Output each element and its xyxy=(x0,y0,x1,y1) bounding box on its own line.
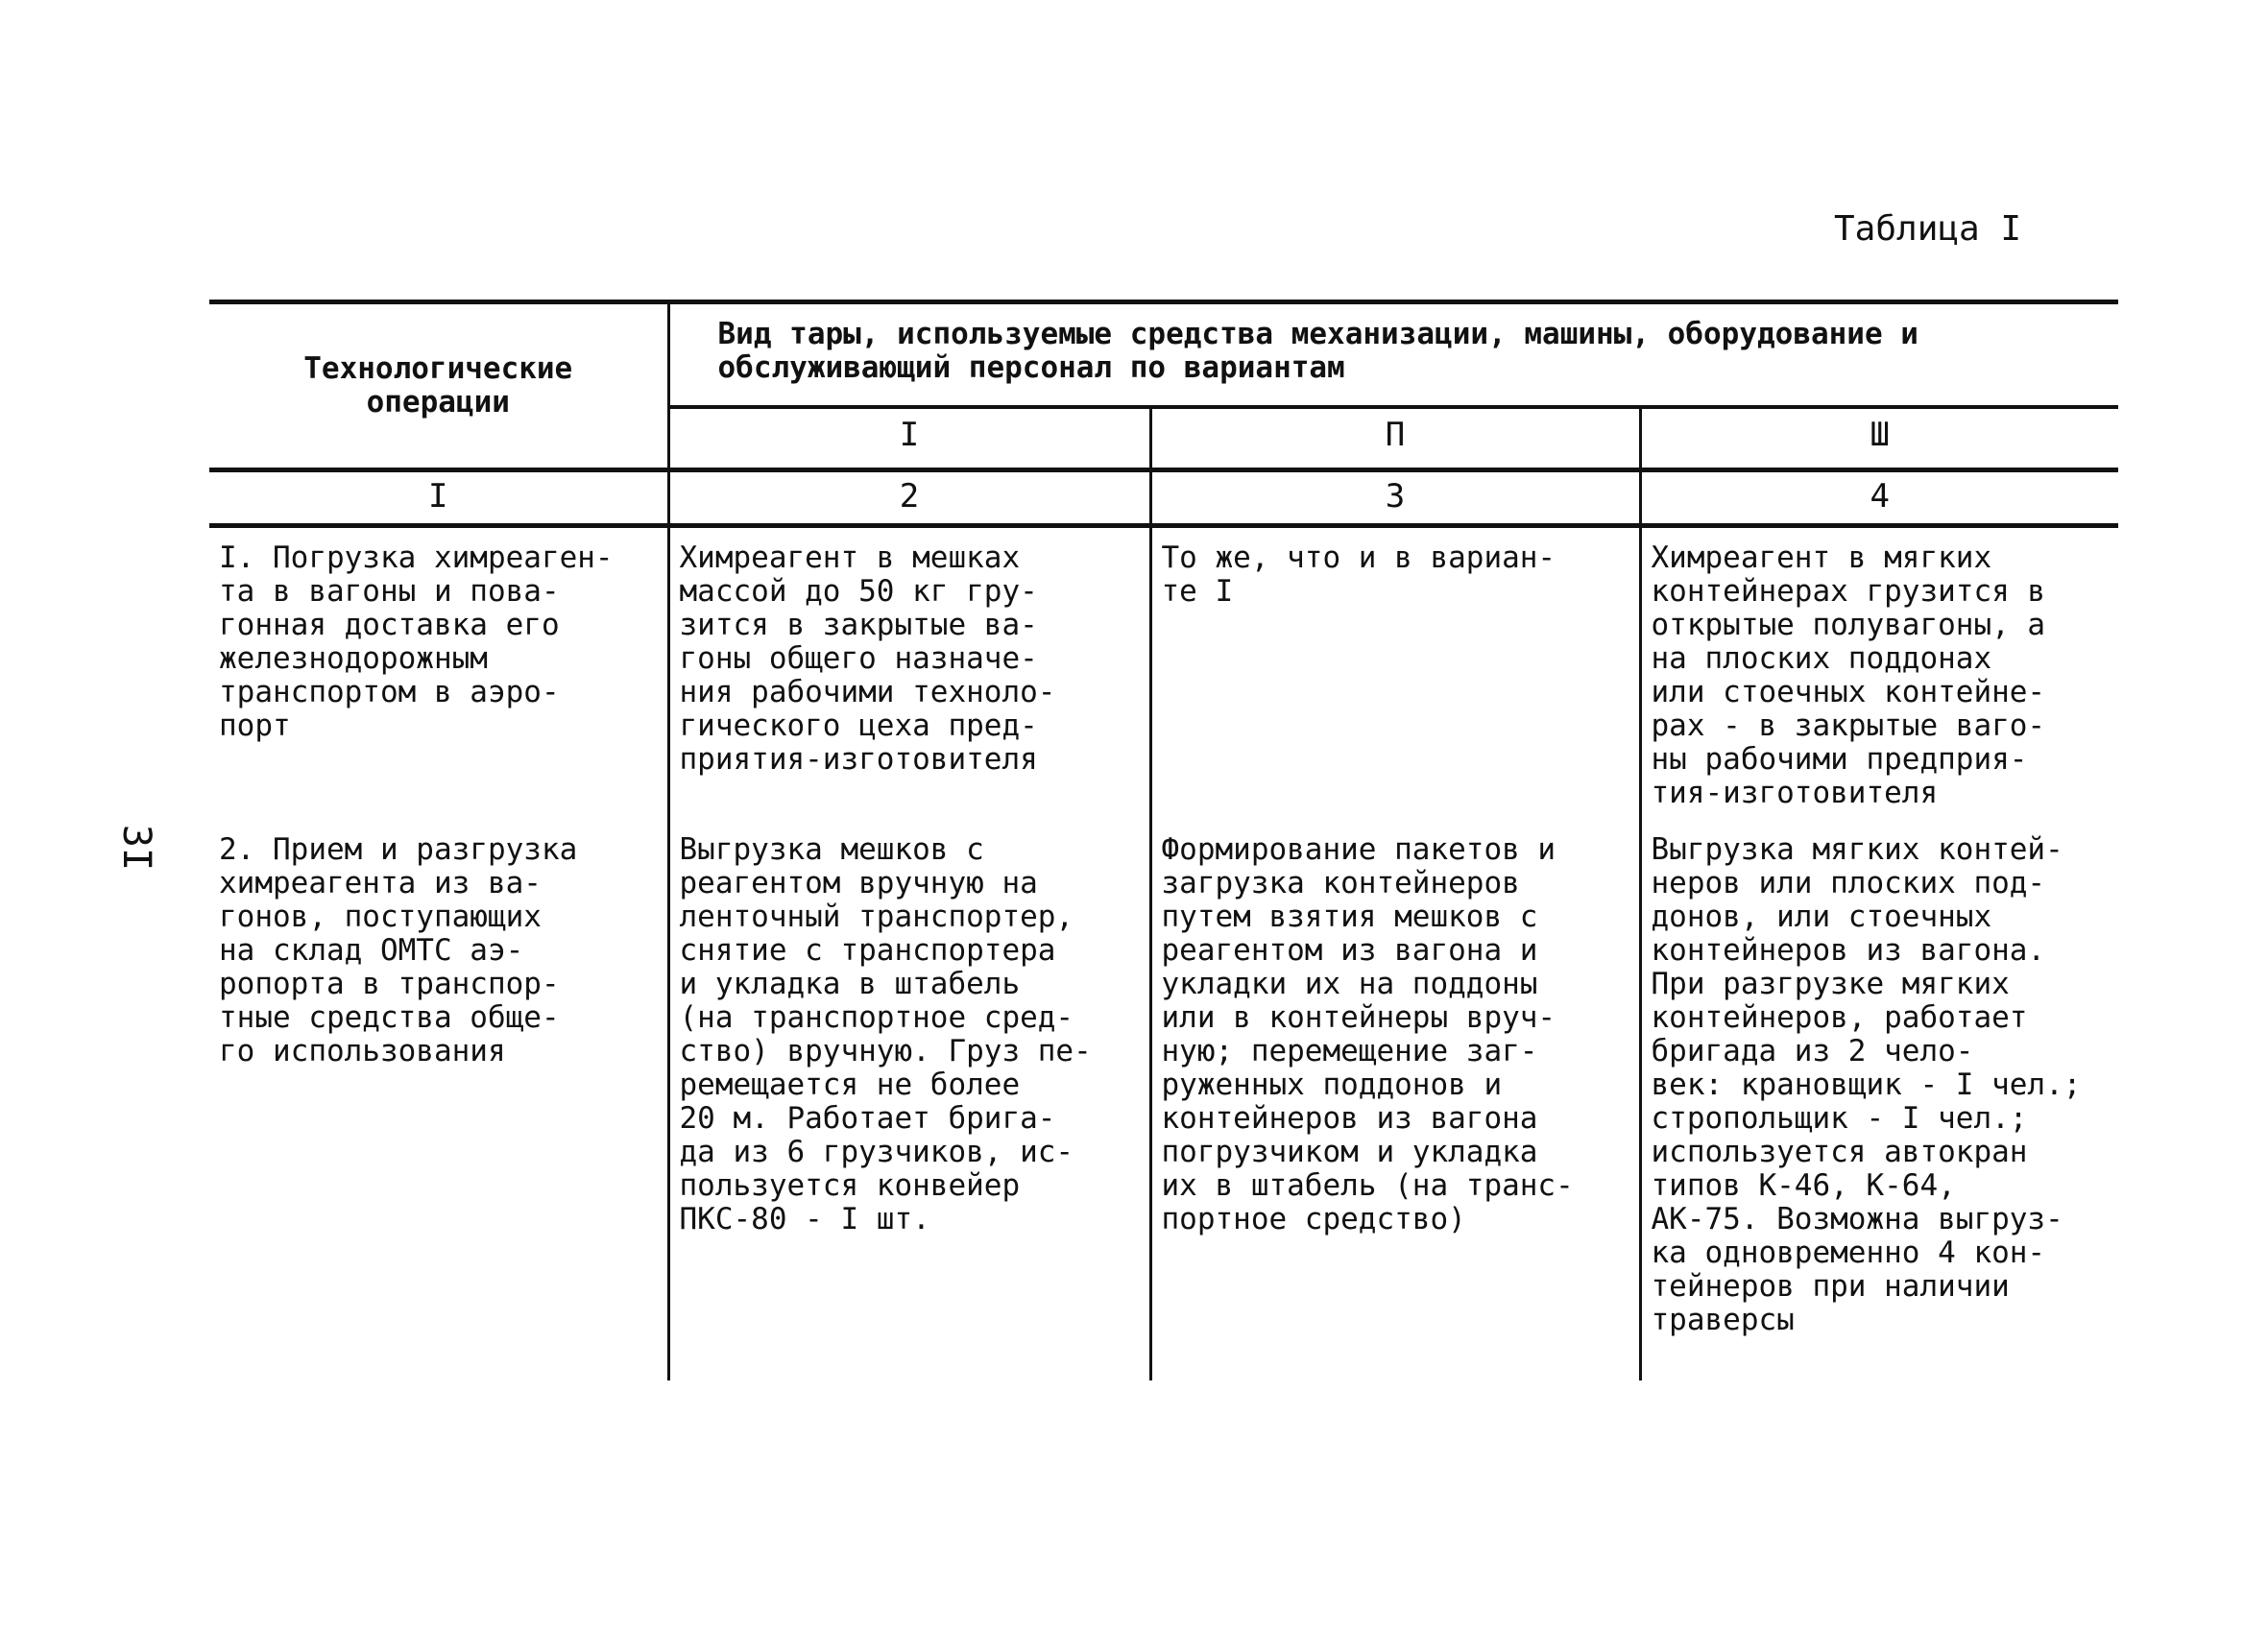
header-operations: Технологические операции xyxy=(209,302,668,470)
table-row xyxy=(209,526,2118,821)
variant-1-cell: Химреагент в мешках массой до 50 кг гру- зится в закрытые ва- гоны общего назначе- ния рабочими техноло- гического цеха пред- приятия-изготовителя xyxy=(668,526,1150,821)
variant-1-cell: Выгрузка мешков с реагентом вручную на ленточный транспортер, снятие с транспортера и укладка в штабель (на транспортное сред- ство) вручную. Груз пе- ремещается не более 20 м. Работает брига- да из 6 грузчиков, ис- пользуется конвейер ПКС-80 - I шт. xyxy=(668,820,1150,1380)
operations-table xyxy=(209,300,2118,1380)
variant-3-cell: Химреагент в мягких контейнерах грузится в открытые полувагоны, а на плоских поддонах или стоечных контейне- рах - в закрытые ваго- ны рабочими предприя- тия-изготовителя xyxy=(1640,526,2118,821)
variant-3-cell: Выгрузка мягких контей- неров или плоских под- донов, или стоечных контейнеров из вагона. При разгрузке мягких контейнеров, работает бригада из 2 чело- век: крановщик - I чел.; стропольщик - I чел.; используется автокран типов К-46, К-64, АК-75. Возможна выгруз- ка одновременно 4 кон- тейнеров при наличии траверсы xyxy=(1640,820,2118,1380)
header-variants-title: Вид тары, используемые средства механизации, машины, оборудование и обслуживающий персонал по вариантам xyxy=(668,302,2118,407)
variant-2-cell: То же, что и в вариан- те I xyxy=(1150,526,1640,821)
column-number-2: 2 xyxy=(668,470,1150,526)
operation-cell: I. Погрузка химреаген- та в вагоны и пова- гонная доставка его железнодорожным транспортом в аэро- порт xyxy=(219,540,614,743)
column-number-3: 3 xyxy=(1150,470,1640,526)
table-row xyxy=(209,820,2118,1380)
variant-label-1: I xyxy=(668,407,1150,470)
column-number-4: 4 xyxy=(1640,470,2118,526)
variant-2-cell: Формирование пакетов и загрузка контейнеров путем взятия мешков с реагентом из вагона и укладки их на поддоны или в контейнеры вруч- ную; перемещение заг- руженных поддонов и контейнеров из вагона погрузчиком и укладка их в штабель (на транс- портное средство) xyxy=(1150,820,1640,1380)
variant-label-3: Ш xyxy=(1640,407,2118,470)
column-numbers-row xyxy=(209,470,2118,526)
page-number: 3I xyxy=(114,824,159,872)
variant-label-2: П xyxy=(1150,407,1640,470)
operation-cell: 2. Прием и разгрузка химреагента из ва- гонов, поступающих на склад ОМТС аэ- ропорта в транспор- тные средства обще- го использования xyxy=(219,832,578,1068)
column-number-1: I xyxy=(209,470,668,526)
table-caption: Таблица I xyxy=(1834,209,2022,249)
header-row xyxy=(209,302,2118,407)
